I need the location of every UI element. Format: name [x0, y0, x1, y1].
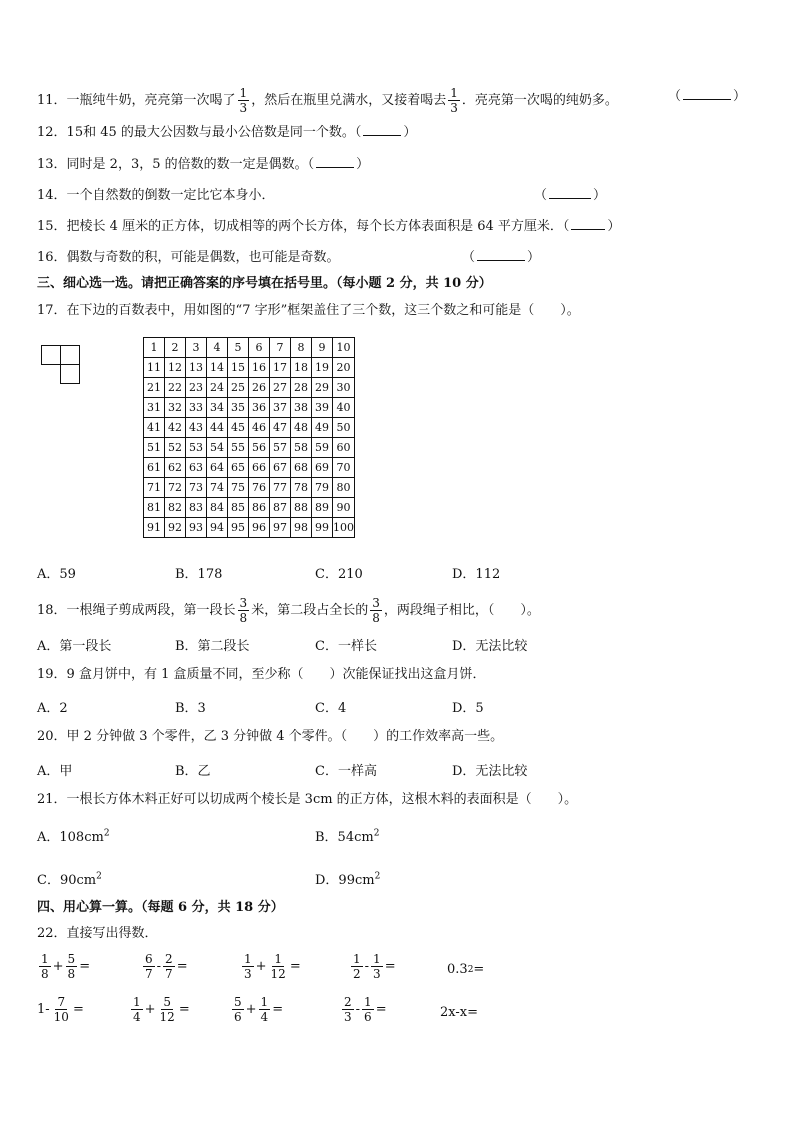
hundred-table-cell: 31: [144, 398, 165, 418]
section-4-heading: 四、用心算一算。（每题 6 分，共 18 分）: [37, 900, 284, 915]
hundred-table-cell: 52: [165, 438, 186, 458]
hundred-table-row: [144, 398, 355, 418]
hundred-table-cell: 60: [333, 438, 355, 458]
hundred-table-row: [144, 458, 355, 478]
question-18: 18．一根绳子剪成两段，第一段长 $\frac{3}{8}$ 米，第二段占全长的 $\frac{3}{8}$ ，两段绳子相比，（ ）。: [37, 596, 540, 625]
hundred-table-cell: 44: [207, 418, 228, 438]
hundred-table-cell: 95: [228, 518, 249, 538]
q11-fraction-2: $\frac{1}{3}$: [450, 86, 458, 115]
calc-r1-5: 0.3 2 =: [447, 962, 485, 977]
hundred-table-cell: 89: [312, 498, 333, 518]
calc-r2-4: $\frac{2}{3}$ - $\frac{1}{6}$ =: [344, 995, 387, 1024]
question-15: 15．把棱长 4 厘米的正方体，切成相等的两个长方体，每个长方体表面积是 64 平方厘米．（ ）: [37, 219, 621, 234]
hundred-table-cell: 3: [186, 338, 207, 358]
hundred-table-cell: 69: [312, 458, 333, 478]
hundred-table-cell: 49: [312, 418, 333, 438]
hundred-table-cell: 63: [186, 458, 207, 478]
hundred-table-cell: 74: [207, 478, 228, 498]
calc-r1-1: $\frac{1}{8}$ + $\frac{5}{8}$ =: [41, 952, 91, 981]
q20-option-c[interactable]: C．一样高: [315, 764, 377, 779]
hundred-table-cell: 68: [291, 458, 312, 478]
hundred-table-cell: 26: [249, 378, 270, 398]
hundred-table-cell: 40: [333, 398, 355, 418]
hundred-table-cell: 23: [186, 378, 207, 398]
hundred-table-cell: 5: [228, 338, 249, 358]
hundred-table-cell: 92: [165, 518, 186, 538]
hundred-table-cell: 56: [249, 438, 270, 458]
hundred-table-cell: 46: [249, 418, 270, 438]
hundred-table-cell: 98: [291, 518, 312, 538]
hundred-table-cell: 76: [249, 478, 270, 498]
hundred-table-cell: 83: [186, 498, 207, 518]
hundred-table-cell: 33: [186, 398, 207, 418]
hundred-table-cell: 11: [144, 358, 165, 378]
hundred-table-cell: 55: [228, 438, 249, 458]
q20-option-b[interactable]: B．乙: [175, 764, 211, 779]
hundred-table-cell: 80: [333, 478, 355, 498]
hundred-table-cell: 61: [144, 458, 165, 478]
hundred-table-cell: 50: [333, 418, 355, 438]
question-17: 17．在下边的百数表中，用如图的“7 字形”框架盖住了三个数，这三个数之和可能是（ ）。: [37, 303, 580, 318]
hundred-table-cell: 86: [249, 498, 270, 518]
q17-option-b[interactable]: B．178: [175, 567, 223, 582]
hundred-table-cell: 59: [312, 438, 333, 458]
hundred-table-cell: 57: [270, 438, 291, 458]
q11-fraction-1: $\frac{1}{3}$: [239, 86, 248, 115]
q21-option-d[interactable]: D．$99cm^2$: [315, 871, 381, 888]
hundred-table: [143, 337, 355, 538]
section-3-heading: 三、细心选一选。请把正确答案的序号填在括号里。（每小题 2 分，共 10 分）: [37, 276, 492, 291]
calc-r1-4: $\frac{1}{2}$ - $\frac{1}{3}$ =: [353, 952, 396, 981]
q13-answer-blank[interactable]: [316, 167, 354, 168]
hundred-table-cell: 90: [333, 498, 355, 518]
hundred-table-cell: 62: [165, 458, 186, 478]
hundred-table-cell: 42: [165, 418, 186, 438]
hundred-table-row: [144, 358, 355, 378]
q12-answer-blank[interactable]: [363, 135, 401, 136]
hundred-table-cell: 29: [312, 378, 333, 398]
q11-text-a: 11．一瓶纯牛奶，亮亮第一次喝了: [37, 93, 236, 108]
hundred-table-cell: 70: [333, 458, 355, 478]
hundred-table-cell: 82: [165, 498, 186, 518]
q16-answer-blank[interactable]: （ ）: [462, 250, 541, 265]
hundred-table-cell: 91: [144, 518, 165, 538]
hundred-table-cell: 100: [333, 518, 355, 538]
q17-option-c[interactable]: C．210: [315, 567, 363, 582]
hundred-table-cell: 47: [270, 418, 291, 438]
hundred-table-cell: 18: [291, 358, 312, 378]
q17-option-d[interactable]: D．112: [452, 567, 501, 582]
hundred-table-cell: 93: [186, 518, 207, 538]
q18-option-a[interactable]: A．第一段长: [37, 639, 112, 654]
hundred-table-cell: 67: [270, 458, 291, 478]
calc-r1-3: $\frac{1}{3}$ + $\frac{1}{12}$ =: [244, 952, 301, 981]
hundred-table-cell: 35: [228, 398, 249, 418]
hundred-table-cell: 37: [270, 398, 291, 418]
hundred-table-cell: 66: [249, 458, 270, 478]
hundred-table-cell: 17: [270, 358, 291, 378]
hundred-table-cell: 94: [207, 518, 228, 538]
question-16: 16．偶数与奇数的积，可能是偶数，也可能是奇数。: [37, 250, 340, 265]
hundred-table-cell: 39: [312, 398, 333, 418]
q21-option-a[interactable]: A．$108cm^2$: [37, 828, 110, 845]
hundred-table-cell: 81: [144, 498, 165, 518]
q18-option-d[interactable]: D．无法比较: [452, 639, 528, 654]
hundred-table-cell: 12: [165, 358, 186, 378]
hundred-table-cell: 21: [144, 378, 165, 398]
hundred-table-row: [144, 378, 355, 398]
hundred-table-cell: 54: [207, 438, 228, 458]
hundred-table-cell: 41: [144, 418, 165, 438]
hundred-table-cell: 1: [144, 338, 165, 358]
hundred-table-cell: 7: [270, 338, 291, 358]
hundred-table-cell: 72: [165, 478, 186, 498]
hundred-table-row: [144, 478, 355, 498]
hundred-table-cell: 85: [228, 498, 249, 518]
hundred-table-cell: 58: [291, 438, 312, 458]
q11-answer-blank[interactable]: （ ）: [668, 89, 747, 104]
calc-r2-2: $\frac{1}{4}$ + $\frac{5}{12}$ =: [133, 995, 190, 1024]
hundred-table-cell: 20: [333, 358, 355, 378]
hundred-table-cell: 43: [186, 418, 207, 438]
hundred-table-cell: 13: [186, 358, 207, 378]
question-14: 14．一个自然数的倒数一定比它本身小．: [37, 188, 275, 203]
q17-option-a[interactable]: A．59: [37, 567, 76, 582]
q19-option-a[interactable]: A．2: [37, 701, 68, 716]
q19-option-c[interactable]: C．4: [315, 701, 347, 716]
hundred-table-row: [144, 438, 355, 458]
q18-option-c[interactable]: C．一样长: [315, 639, 377, 654]
hundred-table-cell: 27: [270, 378, 291, 398]
hundred-table-cell: 22: [165, 378, 186, 398]
hundred-table-cell: 73: [186, 478, 207, 498]
q18-fraction-2: $\frac{3}{8}$: [372, 596, 380, 625]
hundred-table-cell: 2: [165, 338, 186, 358]
hundred-table-cell: 4: [207, 338, 228, 358]
hundred-table-cell: 65: [228, 458, 249, 478]
q18-fraction-1: $\frac{3}{8}$: [239, 596, 248, 625]
hundred-table-cell: 87: [270, 498, 291, 518]
hundred-table-cell: 84: [207, 498, 228, 518]
hundred-table-cell: 53: [186, 438, 207, 458]
hundred-table-cell: 19: [312, 358, 333, 378]
q14-answer-blank[interactable]: （ ）: [534, 188, 607, 203]
q18-option-b[interactable]: B．第二段长: [175, 639, 250, 654]
q11-text-c: ．亮亮第一次喝的纯奶多。: [461, 93, 618, 108]
q19-option-d[interactable]: D．5: [452, 701, 484, 716]
hundred-table-cell: 48: [291, 418, 312, 438]
hundred-table-cell: 97: [270, 518, 291, 538]
hundred-table-cell: 75: [228, 478, 249, 498]
question-19: 19．9 盒月饼中，有 1 盒质量不同，至少称（ ）次能保证找出这盒月饼．: [37, 667, 486, 682]
hundred-table-row: [144, 518, 355, 538]
calc-r2-5: 2x-x=: [440, 1005, 478, 1020]
question-12: 12．15和 45 的最大公因数与最小公倍数是同一个数。（ ）: [37, 125, 417, 140]
q11-text-b: ，然后在瓶里兑满水，又接着喝去: [251, 93, 447, 108]
hundred-table-cell: 79: [312, 478, 333, 498]
hundred-table-cell: 51: [144, 438, 165, 458]
q15-answer-blank[interactable]: [571, 229, 605, 230]
calc-r2-3: $\frac{5}{6}$ + $\frac{1}{4}$ =: [234, 995, 284, 1024]
hundred-table-cell: 71: [144, 478, 165, 498]
calc-r2-1: 1- $\frac{7}{10}$ =: [37, 995, 84, 1024]
hundred-table-cell: 88: [291, 498, 312, 518]
hundred-table-row: [144, 498, 355, 518]
hundred-table-cell: 38: [291, 398, 312, 418]
hundred-table-cell: 9: [312, 338, 333, 358]
hundred-table-cell: 16: [249, 358, 270, 378]
hundred-table-cell: 96: [249, 518, 270, 538]
hundred-table-row: [144, 418, 355, 438]
hundred-table-cell: 8: [291, 338, 312, 358]
hundred-table-cell: 34: [207, 398, 228, 418]
question-20: 20．甲 2 分钟做 3 个零件，乙 3 分钟做 4 个零件。（ ）的工作效率高一些。: [37, 729, 504, 744]
q21-option-c[interactable]: C．$90cm^2$: [37, 871, 102, 888]
hundred-table-cell: 77: [270, 478, 291, 498]
q19-option-b[interactable]: B．3: [175, 701, 206, 716]
hundred-table-cell: 30: [333, 378, 355, 398]
calc-r1-2: $\frac{6}{7}$ - $\frac{2}{7}$ =: [145, 952, 188, 981]
question-22: 22．直接写出得数．: [37, 926, 158, 941]
hundred-table-cell: 25: [228, 378, 249, 398]
question-21: 21．一根长方体木料正好可以切成两个棱长是 3cm 的正方体，这根木料的表面积是（ ）。: [37, 792, 578, 807]
hundred-table-cell: 10: [333, 338, 355, 358]
hundred-table-cell: 64: [207, 458, 228, 478]
hundred-table-cell: 28: [291, 378, 312, 398]
q20-option-d[interactable]: D．无法比较: [452, 764, 528, 779]
hundred-table-cell: 36: [249, 398, 270, 418]
q20-option-a[interactable]: A．甲: [37, 764, 73, 779]
hundred-table-cell: 15: [228, 358, 249, 378]
hundred-table-cell: 78: [291, 478, 312, 498]
question-11: [37, 86, 618, 115]
hundred-table-cell: 45: [228, 418, 249, 438]
hundred-table-cell: 24: [207, 378, 228, 398]
q21-option-b[interactable]: B．$54cm^2$: [315, 828, 380, 845]
hundred-table-cell: 6: [249, 338, 270, 358]
hundred-table-row: [144, 338, 355, 358]
question-13: 13．同时是 2，3，5 的倍数的数一定是偶数。（ ）: [37, 157, 370, 172]
hundred-table-cell: 99: [312, 518, 333, 538]
hundred-table-cell: 14: [207, 358, 228, 378]
hundred-table-cell: 32: [165, 398, 186, 418]
